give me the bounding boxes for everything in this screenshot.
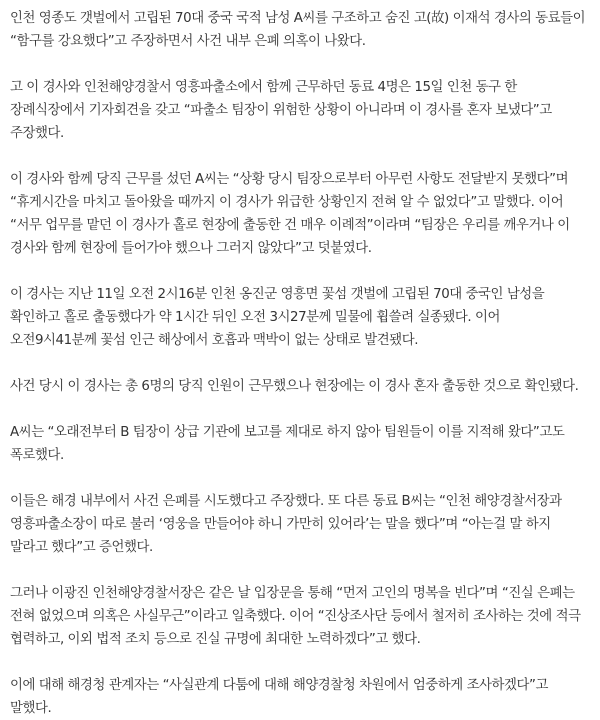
- article-paragraph: A씨는 “오래전부터 B 팀장이 상급 기관에 보고를 제대로 하지 않아 팀원들이 이를 지적해 왔다”고도 폭로했다.: [10, 425, 565, 463]
- article-paragraph: 고 이 경사와 인천해양경찰서 영흥파출소에서 함께 근무하던 동료 4명은 15일 인천 동구 한 장례식장에서 기자회견을 갖고 “파출소 팀장이 위험한 상황이 아니라며 이 경사를 혼자 보냈다”고 주장했다.: [10, 80, 552, 141]
- article-paragraph: 그러나 이광진 인천해양경찰서장은 같은 날 입장문을 통해 “먼저 고인의 명복을 빈다”며 “진실 은폐는 전혀 없었으며 의혹은 사실무근”이라고 일축했다. 이어 “진상조사단 등에서 철저히 조사하는 것에 적극 협력하고, 이외 법적 조치 등으로 진실 규명에 최대한 노력하겠다”고 했다.: [10, 586, 581, 647]
- article-paragraph: 사건 당시 이 경사는 총 6명의 당직 인원이 근무했으나 현장에는 이 경사 혼자 출동한 것으로 확인됐다.: [10, 379, 579, 394]
- article-paragraph: 이에 대해 해경청 관계자는 “사실관계 다툼에 대해 해양경찰청 차원에서 엄중하게 조사하겠다”고 말했다.: [10, 678, 548, 716]
- article-paragraph: 이들은 해경 내부에서 사건 은폐를 시도했다고 주장했다. 또 다른 동료 B씨는 “인천 해양경찰서장과 영흥파출소장이 따로 불러 ‘영웅을 만들어야 하니 가만히 있어라’는 말을 했다”며 “아는걸 말 하지 말라고 했다”고 증언했다.: [10, 494, 562, 555]
- article-paragraph: 이 경사와 함께 당직 근무를 섰던 A씨는 “상황 당시 팀장으로부터 아무런 사항도 전달받지 못했다”며 “휴게시간을 마치고 돌아왔을 때까지 이 경사가 위급한 상황인지 전혀 알 수 없었다”고 말했다. 이어 “서무 업무를 맡던 이 경사가 홀로 현장에 출동한 건 매우 이례적”이라며 “팀장은 우리를 깨우거나 이 경사와 함께 현장에 들어가야 했으나 그러지 않았다”고 덧붙였다.: [10, 172, 570, 256]
- article-paragraph: 이 경사는 지난 11일 오전 2시16분 인천 옹진군 영흥면 꽃섬 갯벌에 고립된 70대 중국인 남성을 확인하고 홀로 출동했다가 약 1시간 뒤인 오전 3시27분께 밀물에 휩쓸려 실종됐다. 이어 오전9시41분께 꽃섬 인근 해상에서 호흡과 맥박이 없는 상태로 발견됐다.: [10, 287, 545, 348]
- article-paragraph: 인천 영종도 갯벌에서 고립된 70대 중국 국적 남성 A씨를 구조하고 숨진 고(故) 이재석 경사의 동료들이 “함구를 강요했다”고 주장하면서 사건 내부 은폐 의혹이 나왔다.: [10, 11, 586, 49]
